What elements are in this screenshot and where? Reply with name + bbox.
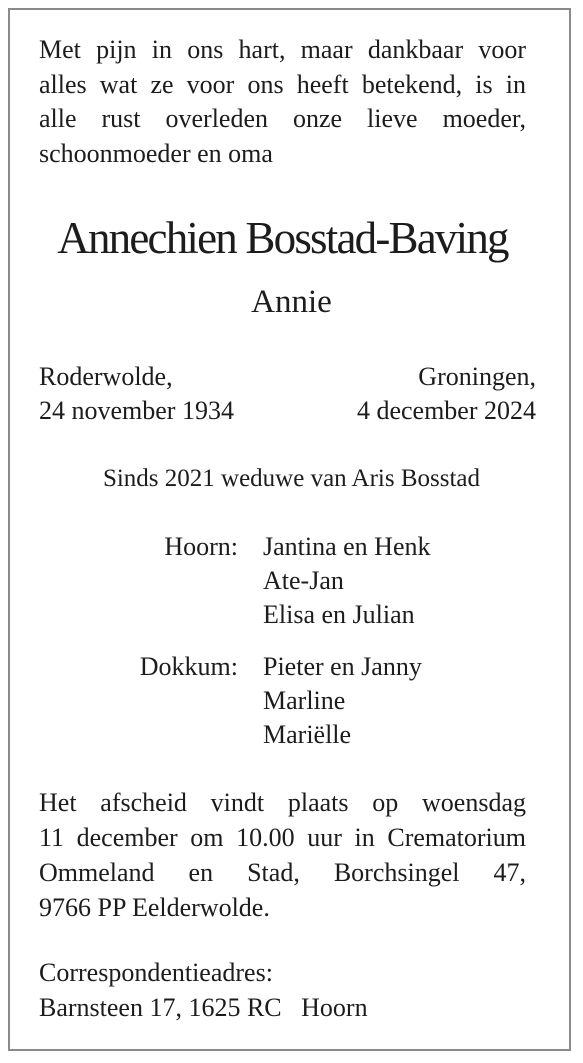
intro-line: alle rust overleden onze lieve moeder, <box>39 104 526 133</box>
family-member: Ate-Jan <box>263 566 344 595</box>
birth-date: 24 november 1934 <box>39 396 234 425</box>
family-member: Mariëlle <box>263 720 352 749</box>
farewell-text <box>39 785 526 925</box>
death-place: Groningen, <box>418 362 536 391</box>
family-member: Jantina en Henk <box>263 532 431 561</box>
intro-line: schoonmoeder en oma <box>39 138 273 168</box>
family-names <box>263 530 431 632</box>
deceased-name: Annechien Bosstad-Baving <box>57 213 508 263</box>
family-location: Dokkum: <box>139 652 238 681</box>
birth-info <box>39 360 234 428</box>
family-location: Hoorn: <box>164 532 238 561</box>
intro-line: alles wat ze voor ons heeft betekend, is in <box>39 69 526 99</box>
family-member: Pieter en Janny <box>263 652 422 681</box>
birth-place: Roderwolde, <box>39 362 173 391</box>
family-member: Marline <box>263 686 346 715</box>
deceased-nickname <box>0 280 583 324</box>
death-date: 4 december 2024 <box>356 396 536 425</box>
widow-line: Sinds 2021 weduwe van Aris Bosstad <box>102 465 481 492</box>
farewell-line: 9766 PP Eelderwolde. <box>39 893 270 922</box>
nickname-text: Annie <box>251 284 332 320</box>
intro-text <box>39 33 526 171</box>
correspondence <box>39 955 368 1025</box>
correspondence-address: Barnsteen 17, 1625 RC Hoorn <box>39 993 368 1022</box>
farewell-line: Ommeland en Stad, Borchsingel 47, <box>39 858 526 887</box>
correspondence-label: Correspondentieadres: <box>39 958 273 987</box>
family-names <box>263 650 422 752</box>
death-info <box>357 360 536 428</box>
farewell-line: Het afscheid vindt plaats op woensdag <box>39 788 526 817</box>
family-member: Elisa en Julian <box>263 600 415 629</box>
farewell-line: 11 december om 10.00 uur in Crematorium <box>39 823 526 852</box>
intro-line: Met pijn in ons hart, maar dankbaar voor <box>39 35 526 64</box>
